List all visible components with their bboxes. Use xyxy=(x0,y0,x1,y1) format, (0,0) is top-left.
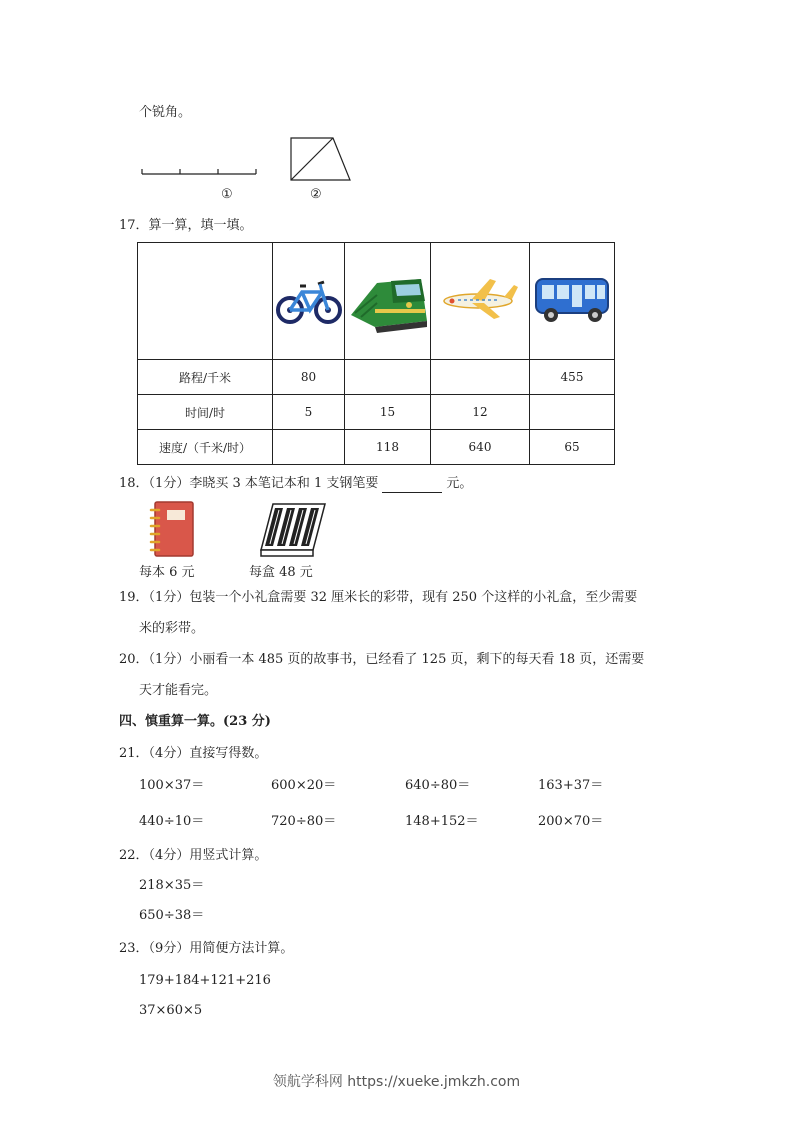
table-cell: 15 xyxy=(345,395,431,430)
airplane-icon xyxy=(440,275,520,325)
trapezoid-figure xyxy=(288,135,354,183)
q22-item: 218×35＝ xyxy=(139,878,205,893)
q21-item: 100×37＝ xyxy=(139,778,205,793)
q18-text xyxy=(119,475,472,493)
row-label: 路程/千米 xyxy=(138,360,273,395)
q21-item: 640÷80＝ xyxy=(405,778,471,793)
segment-figure xyxy=(138,164,262,180)
row-label: 时间/时 xyxy=(138,395,273,430)
pen-box-icon xyxy=(257,500,329,558)
table-corner-cell xyxy=(138,243,273,360)
q23-title: 23．（9分）用简便方法计算。 xyxy=(119,941,294,956)
bus-cell xyxy=(530,243,615,360)
train-icon xyxy=(347,265,429,335)
q19-line1: 19．（1分）包装一个小礼盒需要 32 厘米长的彩带，现有 250 个这样的小礼盒，至少需要 xyxy=(119,590,638,605)
table-cell: 640 xyxy=(431,430,530,465)
table-cell: 80 xyxy=(273,360,345,395)
q18-text-before: 18．（1分）李晓买 3 本笔记本和 1 支钢笔要 xyxy=(119,476,379,491)
table-cell xyxy=(530,395,615,430)
q20-line2: 天才能看完。 xyxy=(139,683,218,698)
pen-price-caption: 每盒 48 元 xyxy=(249,565,313,580)
q23-item: 37×60×5 xyxy=(139,1003,203,1018)
table-cell: 5 xyxy=(273,395,345,430)
q17-title: 17．算一算，填一填。 xyxy=(119,218,253,233)
q22-title: 22．（4分）用竖式计算。 xyxy=(119,848,268,863)
table-cell xyxy=(345,360,431,395)
table-row xyxy=(138,430,615,465)
table-cell: 12 xyxy=(431,395,530,430)
table-cell: 65 xyxy=(530,430,615,465)
notebook-icon xyxy=(147,500,197,558)
table-row xyxy=(138,360,615,395)
q21-title: 21．（4分）直接写得数。 xyxy=(119,746,268,761)
q16-tail-text: 个锐角。 xyxy=(139,105,192,120)
q21-item: 440÷10＝ xyxy=(139,814,205,829)
section-4-title: 四、慎重算一算。(23 分) xyxy=(119,714,271,729)
bicycle-cell xyxy=(273,243,345,360)
table-cell: 118 xyxy=(345,430,431,465)
figure-2-label: ② xyxy=(310,187,322,202)
footer-watermark: 领航学科网 https://xueke.jmkzh.com xyxy=(272,1074,521,1090)
q21-item: 200×70＝ xyxy=(538,814,604,829)
q20-line1: 20．（1分）小丽看一本 485 页的故事书，已经看了 125 页，剩下的每天看 18 页，还需要 xyxy=(119,652,645,667)
airplane-cell xyxy=(431,243,530,360)
table-cell: 455 xyxy=(530,360,615,395)
q23-item: 179+184+121+216 xyxy=(139,973,271,988)
table-row xyxy=(138,395,615,430)
answer-blank xyxy=(382,478,442,493)
notebook-price-caption: 每本 6 元 xyxy=(139,565,195,580)
figure-1-label: ① xyxy=(221,187,233,202)
bicycle-icon xyxy=(274,270,344,330)
row-label: 速度/（千米/时） xyxy=(138,430,273,465)
q21-item: 600×20＝ xyxy=(271,778,337,793)
table-cell xyxy=(431,360,530,395)
q18-text-after: 元。 xyxy=(446,476,473,491)
q21-item: 148+152＝ xyxy=(405,814,479,829)
speed-table xyxy=(137,242,615,465)
q21-item: 163+37＝ xyxy=(538,778,604,793)
q21-item: 720÷80＝ xyxy=(271,814,337,829)
q19-line2: 米的彩带。 xyxy=(139,621,205,636)
table-cell xyxy=(273,430,345,465)
train-cell xyxy=(345,243,431,360)
q22-item: 650÷38＝ xyxy=(139,908,205,923)
bus-icon xyxy=(533,275,611,325)
